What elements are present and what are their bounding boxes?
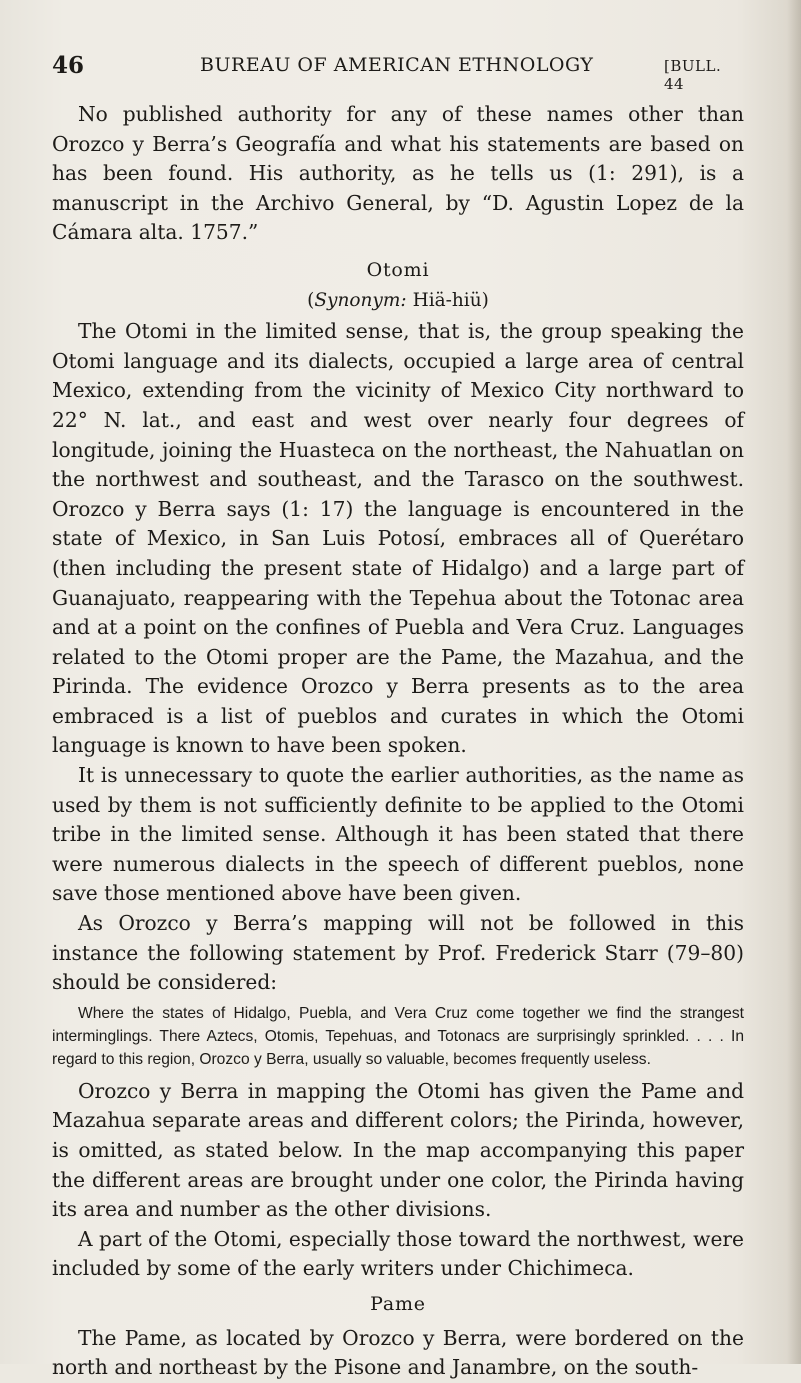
otomi-paragraph-5: A part of the Otomi, especially those toward the northwest, were included by some of the early writers under Chichimeca.: [52, 1226, 744, 1281]
synonym-line: [52, 286, 744, 316]
synonym-label: Synonym:: [314, 289, 407, 311]
page-header: [52, 52, 742, 93]
otomi-paragraph-2: It is unnecessary to quote the earlier authorities, as the name as used by them is not sufficiently definite to be applied to the Otomi tribe in the limited sense. Although it has been stated that there were numerous dialects in the speech of different pueblos, none save those mentioned above have been given.: [52, 763, 744, 906]
otomi-paragraph-3: As Orozco y Berra’s mapping will not be followed in this instance the following statement by Prof. Frederick Starr (79–80) should be considered:: [52, 911, 744, 995]
section-title-pame: Pame: [370, 1292, 426, 1315]
pame-paragraph-1: The Pame, as located by Orozco y Berra, were bordered on the north and northeast by the Pisone and Janambre, on the south-: [52, 1325, 744, 1380]
running-head: BUREAU OF AMERICAN ETHNOLOGY: [200, 54, 594, 76]
otomi-paragraph-4: Orozco y Berra in mapping the Otomi has given the Pame and Mazahua separate areas and different colors; the Pirinda, however, is omitted, as stated below. In the map accompanying this paper the different areas are brought under one color, the Pirinda having its area and number as the other divisions.: [52, 1078, 744, 1222]
synonym-value: Hiä-hiü): [412, 289, 489, 311]
page-body: [52, 100, 744, 1383]
section-title-otomi: Otomi: [366, 258, 430, 281]
page-number: 46: [52, 52, 85, 79]
intro-paragraph: No published authority for any of these names other than Orozco y Berra’s Geografía and what his statements are based on has been found. His authority, as he tells us (1: 291), is a manuscript in the Archivo General, by “D. Agustin Lopez de la Cámara alta. 1757.”: [52, 102, 744, 245]
otomi-paragraph-1: The Otomi in the limited sense, that is, the group speaking the Otomi language and its dialects, occupied a large area of central Mexico, extending from the vicinity of Mexico City northward to 22° N. lat., and east and west over nearly four degrees of longitude, joining the Huasteca on the northeast, the Nahuatlan on the northwest and southeast, and the Tarasco on the southwest. Orozco y Berra says (1: 17) the language is encountered in the state of Mexico, in San Luis Potosí, embraces all of Querétaro (then including the present state of Hidalgo) and a large part of Guanajuato, reappearing with the Tepehua about the Totonac area and at a point on the confines of Puebla and Vera Cruz. Languages related to the Otomi proper are the Pame, the Mazahua, and the Pirinda. The evidence Orozco y Berra presents as to the area embraced is a list of pueblos and curates in which the Otomi language is known to have been spoken.: [52, 319, 744, 758]
synonym-open: (: [307, 289, 315, 311]
bulletin-reference: [BULL. 44: [664, 57, 722, 93]
starr-quotation: Where the states of Hidalgo, Puebla, and Vera Cruz come together we find the strangest interminglings. There Aztecs, Otomis, Tepehuas, and Totonacs are surprisingly sprinkled. . . . In regard to this region, Orozco y Berra, usually so valuable, becomes frequently useless.: [52, 1004, 744, 1068]
page-edge-shadow: [787, 0, 801, 1364]
